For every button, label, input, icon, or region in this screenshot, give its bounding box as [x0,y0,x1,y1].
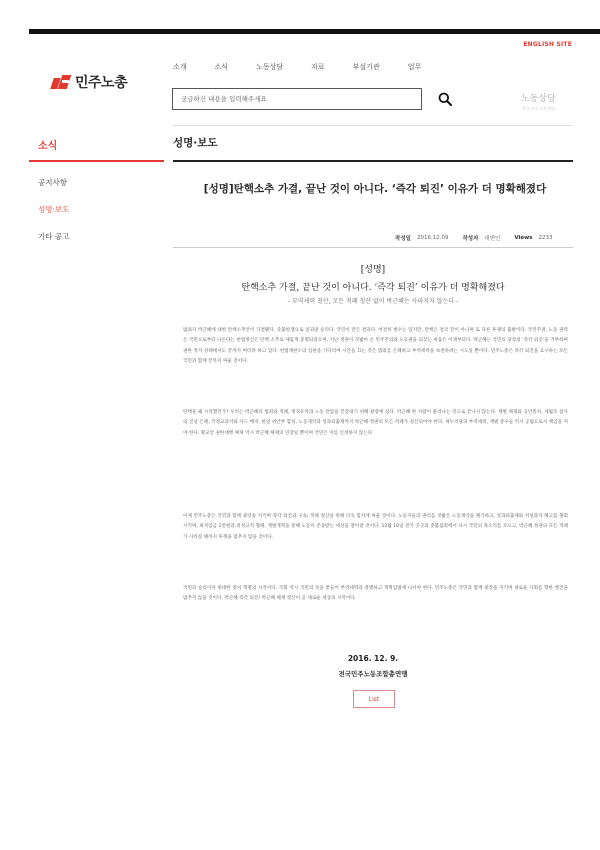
nav-item-work[interactable]: 업무 [407,63,422,71]
logo-mark-icon [52,75,72,89]
body-headline: 탄핵소추 가결, 끝난 것이 아니다. ‘즉각 퇴진’ 이유가 더 명확해졌다 [241,283,505,293]
meta-date: 2016.12.09 [416,235,449,241]
nav-item-archive[interactable]: 자료 [311,63,325,71]
signature-organization: 전국민주노동조합총연맹 [338,670,408,678]
top-bar [29,29,600,34]
body-heading: [성명] [360,265,386,275]
signature-date: 2016. 12. 9. [347,654,399,663]
meta-views: 2233 [538,235,553,241]
sidebar-item-statements[interactable]: 성명·보도 [38,205,70,214]
page-title: 성명·보도 [173,137,218,149]
body-paragraph: 국민의 승리이자 위대한 정치 혁명의 시작이다. 국회 역시 국민의 뜻을 받들어 부역세력과 결별하고 개혁입법에 나서야 한다. 민주노총은 국민과 함께 광장을 지키며 새로운 사회를 향한 행진을 멈추지 않을 것이다. 박근혜 즉각 퇴진! 박근혜 체제 청산이 곧 새로운 세상의 시작이다. [183,586,568,602]
labor-counsel-title: 노동상담 [521,94,556,104]
sidebar-title-underline [29,160,164,162]
nav-item-labor-counsel[interactable]: 노동상담 [256,63,284,71]
main-nav [173,62,449,72]
english-site-link[interactable]: ENGLISH SITE [523,41,572,48]
body-paragraph: 탄핵을 왜 시작했던가? 우리는 박근혜의 범죄와 적폐, 정경유착과 노동 탄압을 끝장내기 위해 광장에 섰다. 박근혜 한 사람이 물러나는 것으로 끝나지 않는다. 재벌 체제와 공안통치, 세월호 참사의 진실 은폐, 국정교과서와 사드 배치, 한일 위안부 합의, 노동개악과 성과퇴출제까지 박근혜 정권의 모든 적폐가 청산되어야 한다. 새누리당과 부역세력, 재벌 총수들 역시 공범으로서 책임을 져야 한다. 황교안 권한대행 체제 역시 박근혜 체제의 연장일 뿐이며 국민은 이를 인정하지 않는다. [183,410,568,436]
meta-views-label: Views [514,235,533,241]
body-paragraph: 이제 민주노총은 국민과 함께 광장을 지키며 즉각 퇴진과 구속, 적폐 청산을 위해 더욱 힘차게 싸울 것이다. 노동자들의 권리를 짓밟은 노동개악을 폐기하고, 성과퇴출제와 저성과자 해고를 철회시키며, 최저임금 1만원과 비정규직 철폐, 재벌개혁을 통해 노동이 존중받는 세상을 열어갈 것이다. 12월 10일 전국 곳곳의 촛불집회에서 다시 국민의 목소리를 모으고, 박근혜 정권의 모든 적폐가 사라질 때까지 투쟁을 멈추지 않을 것이다. [183,514,568,540]
meta-date-label: 작성일 [395,236,411,242]
page-title-underline [173,160,573,162]
meta-author: 대변인 [484,236,501,242]
list-button[interactable]: List [353,690,395,708]
labor-counsel-link[interactable] [521,91,556,112]
nav-item-intro[interactable]: 소개 [173,63,187,71]
search-icon[interactable] [438,92,452,106]
meta-divider [173,247,573,248]
header-divider [173,125,573,126]
nav-item-affiliates[interactable]: 부설기관 [352,63,380,71]
logo[interactable] [52,72,127,92]
search-box [172,88,422,110]
sidebar-item-notice[interactable]: 공지사항 [38,178,67,187]
post-title: [성명]탄핵소추 가결, 끝난 것이 아니다. ‘즉각 퇴진’ 이유가 더 명확해졌다 [203,183,547,195]
sidebar-item-other-notices[interactable]: 기타 공고 [38,232,70,241]
sidebar-title: 소식 [38,141,58,152]
search-input[interactable] [181,95,411,103]
labor-counsel-subtitle: 전국 중앙 노동상담 [521,106,556,111]
body-subheadline: - 부역세력 청산, 모든 적폐 청산 없이 박근혜는 사라지지 않는다 - [288,298,458,305]
nav-item-news[interactable]: 소식 [214,63,229,71]
sidebar-menu [38,178,69,259]
logo-text: 민주노총 [75,75,128,91]
meta-author-label: 작성자 [462,236,479,242]
body-paragraph: 범죄자 박근혜에 대한 탄핵소추안이 가결됐다. 촛불항쟁으로 일궈낸 승리다. 국민이 만든 결과다. 여전히 변수는 있지만, 탄핵은 결코 끝이 아니며 또 다른 투쟁의 출발이다. 국민주권, 노동 권력은 국민으로부터 나온다는 헌법정신은 탄핵 소추로 새롭게 증명되었으며, 지난 정권이 짓밟아 온 민주주의와 노동권을 되찾는 싸움은 이제부터다. 박근혜는 국민의 당장의 ‘즉각 퇴진’을 거부하며 권한 정지 상태에서도 끝까지 버티려 하고 있다. 헌법재판소의 심판을 기다리며 시간을 끄는 것은 범죄를 은폐하고 부역세력을 보전하려는 시도일 뿐이다. 민주노총은 즉각 퇴진을 요구하는 모든 국민과 함께 끝까지 싸울 것이다. [183,328,568,364]
post-meta [395,234,567,242]
